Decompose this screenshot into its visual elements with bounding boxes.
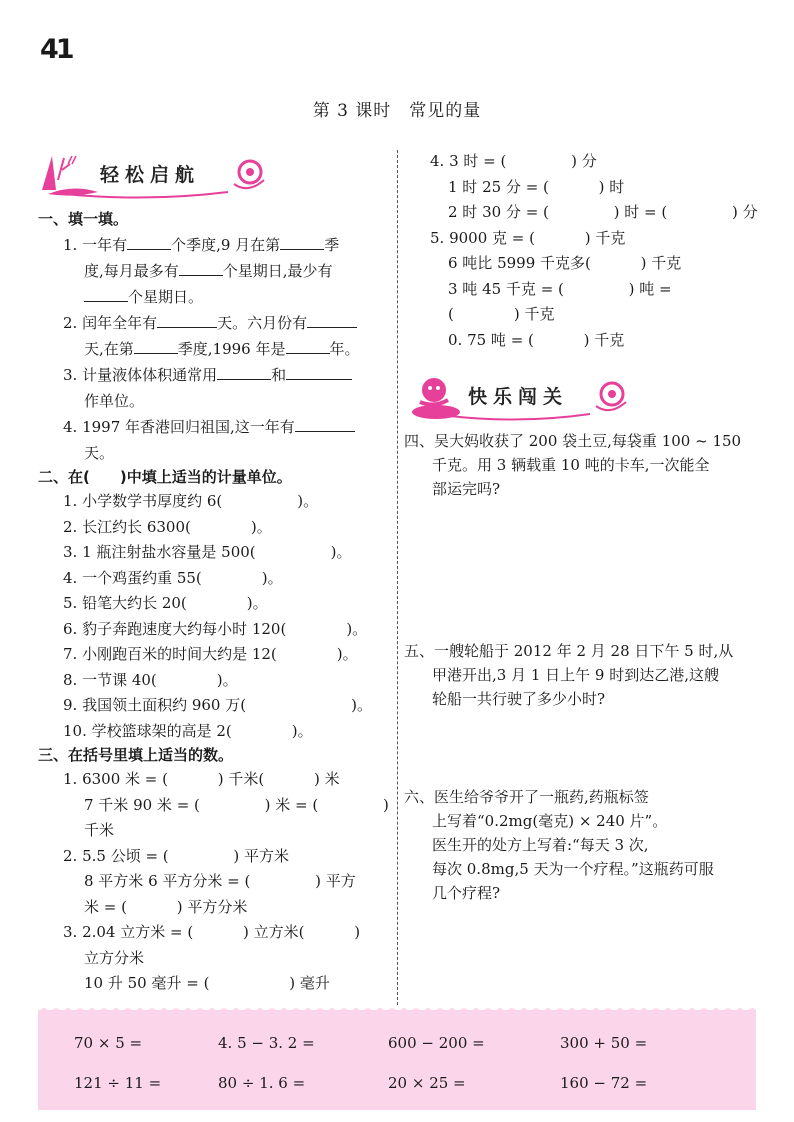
swirl-ornament-icon — [234, 161, 264, 188]
banner-easy-start — [38, 150, 268, 200]
q1-3-text-a: 3. 计量液体体积通常用 — [63, 366, 218, 384]
mental-math-footer — [38, 1010, 756, 1110]
mental-math-item: 4. 5 − 3. 2 = — [218, 1034, 315, 1052]
q1-2-text-e: 年。 — [329, 340, 360, 358]
unit-question-7: 7. 小刚跑百米的时间大约是 12( )。 — [63, 645, 358, 663]
section-3-header: 三、在括号里填上适当的数。 — [38, 746, 234, 764]
s3-line-7: 3. 2.04 立方米 = ( ) 立方米( ) — [63, 923, 361, 941]
answer-blank[interactable] — [280, 236, 324, 250]
mental-math-item: 300 + 50 = — [560, 1034, 648, 1052]
unit-question-6: 6. 豹子奔跑速度大约每小时 120( )。 — [63, 619, 368, 638]
page-number: 41 — [40, 34, 72, 65]
mental-math-item: 80 ÷ 1. 6 = — [218, 1074, 306, 1092]
s3-line-6: 米 = ( ) 平方分米 — [84, 897, 248, 916]
q4-line-2: 千克。用 3 辆载重 10 吨的卡车,一次能全 — [432, 456, 710, 474]
answer-blank[interactable] — [127, 236, 171, 250]
q5-line-3: 轮船一共行驶了多少小时? — [432, 690, 606, 708]
q1-2-text-b: 天。六月份有 — [217, 314, 308, 332]
unit-question-2: 2. 长江约长 6300( )。 — [63, 517, 272, 536]
section-2-header: 二、在( )中填上适当的计量单位。 — [38, 468, 292, 486]
answer-blank[interactable] — [157, 314, 217, 328]
q6-line-4: 每次 0.8mg,5 天为一个疗程。”这瓶药可服 — [432, 860, 714, 878]
q1-1-line3 — [84, 286, 203, 307]
answer-blank[interactable] — [307, 314, 357, 328]
q6-line-3: 医生开的处方上写着:“每天 3 次, — [432, 836, 649, 854]
unit-question-1: 1. 小学数学书厚度约 6( )。 — [63, 492, 319, 510]
unit-question-8: 8. 一节课 40( )。 — [63, 670, 238, 689]
banner-happy-challenge — [410, 372, 630, 422]
q1-3-line1 — [63, 364, 352, 385]
answer-blank[interactable] — [295, 418, 355, 432]
answer-blank[interactable] — [217, 366, 271, 380]
q4-line-3: 部运完吗? — [432, 480, 501, 498]
right-line-2: 1 时 25 分 = ( ) 时 — [448, 177, 625, 196]
unit-question-9: 9. 我国领土面积约 960 万( )。 — [63, 696, 372, 714]
mental-math-item: 70 × 5 = — [74, 1034, 143, 1052]
answer-blank[interactable] — [179, 262, 223, 276]
answer-blank[interactable] — [286, 366, 352, 380]
s3-line-4: 2. 5.5 公顷 = ( ) 平方米 — [63, 846, 290, 865]
right-line-3: 2 时 30 分 = ( ) 时 = ( ) 分 — [448, 203, 758, 221]
right-line-1: 4. 3 时 = ( ) 分 — [430, 152, 597, 170]
q1-4-text-a: 4. 1997 年香港回归祖国,这一年有 — [63, 418, 295, 436]
q5-line-2: 甲港开出,3 月 1 日上午 9 时到达乙港,这艘 — [432, 666, 720, 684]
right-line-4: 5. 9000 克 = ( ) 千克 — [430, 228, 626, 247]
swirl-ornament-icon — [596, 383, 626, 410]
q1-2-line2 — [84, 338, 360, 359]
q6-line-5: 几个疗程? — [432, 884, 501, 902]
q5-line-1: 五、一艘轮船于 2012 年 2 月 28 日下午 5 时,从 — [404, 642, 734, 660]
unit-question-4: 4. 一个鸡蛋约重 55( )。 — [63, 568, 283, 587]
q1-2-text-a: 2. 闰年全年有 — [63, 314, 158, 332]
answer-blank[interactable] — [84, 288, 128, 302]
unit-question-10: 10. 学校篮球架的高是 2( )。 — [63, 721, 313, 740]
right-line-6: 3 吨 45 千克 = ( ) 吨 = — [448, 279, 672, 298]
s3-line-2: 7 千米 90 米 = ( ) 米 = ( ) — [84, 795, 389, 814]
mental-math-item: 600 − 200 = — [388, 1034, 485, 1052]
q1-2-text-c: 天,在第 — [84, 340, 134, 358]
q1-1-line2 — [84, 260, 333, 281]
q1-1-text-e: 个星期日,最少有 — [222, 262, 333, 280]
s3-line-5: 8 平方米 6 平方分米 = ( ) 平方 — [84, 872, 356, 890]
q1-3-text-b: 和 — [271, 366, 287, 384]
q1-1-text-b: 个季度,9 月在第 — [171, 236, 281, 254]
right-line-5: 6 吨比 5999 千克多( ) 千克 — [448, 254, 682, 272]
q1-1-text-c: 季 — [324, 236, 340, 254]
section-1-header: 一、填一填。 — [38, 210, 129, 228]
lesson-title: 第 3 课时 常见的量 — [312, 101, 482, 121]
q1-2-line1 — [63, 312, 357, 333]
q1-3-line2: 作单位。 — [84, 392, 145, 410]
answer-blank[interactable] — [286, 340, 330, 354]
s3-line-8: 立方分米 — [84, 948, 145, 967]
banner-right-title: 快乐闯关 — [468, 386, 569, 408]
answer-blank[interactable] — [134, 340, 178, 354]
q1-2-text-d: 季度,1996 年是 — [177, 340, 286, 358]
unit-question-3: 3. 1 瓶注射盐水容量是 500( )。 — [63, 543, 352, 561]
q1-1-line1 — [63, 234, 339, 255]
right-line-8: 0. 75 吨 = ( ) 千克 — [448, 330, 625, 349]
q1-1-text-f: 个星期日。 — [128, 288, 204, 306]
q1-4-line1 — [63, 416, 355, 437]
q1-4-line2: 天。 — [84, 444, 115, 462]
q1-1-text-d: 度,每月最多有 — [84, 262, 179, 280]
s3-line-9: 10 升 50 毫升 = ( ) 毫升 — [84, 974, 330, 992]
mental-math-item: 160 − 72 = — [560, 1074, 648, 1092]
q1-1-text-a: 1. 一年有 — [63, 236, 128, 254]
mental-math-item: 20 × 25 = — [388, 1074, 466, 1092]
q6-line-1: 六、医生给爷爷开了一瓶药,药瓶标签 — [404, 788, 649, 806]
column-divider — [397, 150, 398, 1005]
s3-line-3: 千米 — [84, 821, 115, 839]
q6-line-2: 上写着“0.2mg(毫克) × 240 片”。 — [432, 812, 668, 830]
q4-line-1: 四、吴大妈收获了 200 袋土豆,每袋重 100 ~ 150 — [404, 432, 742, 450]
s3-line-1: 1. 6300 米 = ( ) 千米( ) 米 — [63, 770, 340, 788]
mental-math-item: 121 ÷ 11 = — [74, 1074, 162, 1092]
banner-left-title: 轻松启航 — [100, 164, 201, 186]
unit-question-5: 5. 铅笔大约长 20( )。 — [63, 594, 268, 612]
right-line-7: ( ) 千克 — [448, 305, 555, 323]
